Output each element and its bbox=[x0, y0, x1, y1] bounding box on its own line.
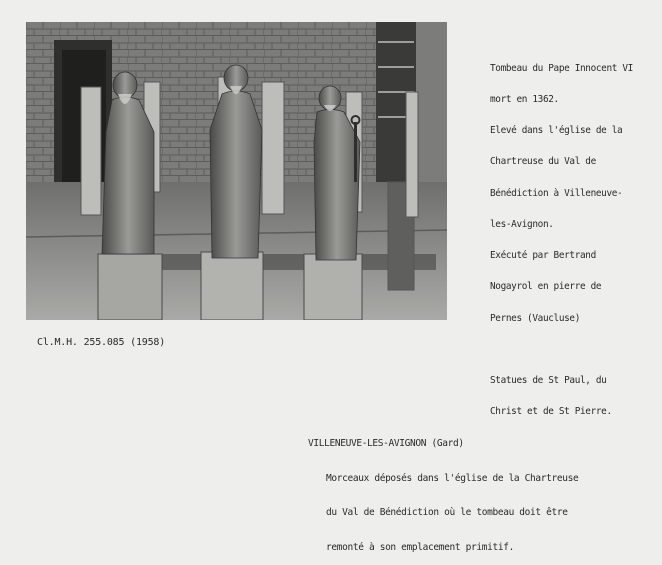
caption-line: Pernes (Vaucluse) bbox=[490, 312, 581, 324]
caption-line: les-Avignon. bbox=[490, 218, 554, 230]
caption-block bbox=[490, 43, 660, 428]
photo-reference-number: Cl.M.H. 255.085 (1958) bbox=[37, 337, 166, 348]
caption-line: Nogayrol en pierre de bbox=[490, 281, 602, 293]
caption-line: Tombeau du Pape Innocent VI bbox=[490, 62, 633, 74]
caption-line: Chartreuse du Val de bbox=[490, 156, 596, 168]
location-caption bbox=[308, 415, 648, 565]
location-line: Morceaux déposés dans l'église de la Chartreuse bbox=[326, 472, 579, 484]
location-title: VILLENEUVE-LES-AVIGNON (Gard) bbox=[308, 438, 464, 449]
caption-line: Bénédiction à Villeneuve- bbox=[490, 187, 623, 199]
location-line: remonté à son emplacement primitif. bbox=[326, 541, 514, 553]
photo-illustration bbox=[26, 22, 447, 320]
caption-line: mort en 1362. bbox=[490, 94, 559, 106]
caption-line: Exécuté par Bertrand bbox=[490, 250, 596, 262]
caption-line: Elevé dans l'église de la bbox=[490, 125, 623, 137]
archival-photograph bbox=[26, 22, 447, 320]
statues-caption-line: Statues de St Paul, du bbox=[490, 374, 607, 386]
location-line: du Val de Bénédiction où le tombeau doit être bbox=[326, 507, 568, 518]
statues-caption-line: Christ et de St Pierre. bbox=[490, 405, 612, 417]
